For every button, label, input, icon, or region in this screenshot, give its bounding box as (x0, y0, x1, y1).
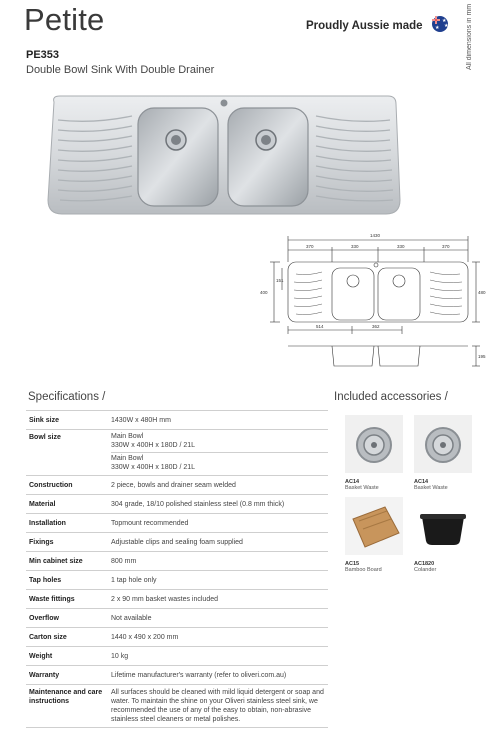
dim-segment-4: 370 (442, 244, 450, 249)
bowl-1-dims: 330W x 400H x 180D / 21L (111, 441, 196, 449)
table-row (26, 590, 328, 609)
spec-label: Tap holes (26, 571, 109, 590)
specifications-table (26, 410, 328, 728)
table-row (26, 647, 328, 666)
dimensions-note: All dimensions in mm (466, 3, 473, 70)
table-row (26, 476, 328, 495)
accessory-item (345, 497, 403, 573)
technical-drawing (256, 228, 488, 378)
spec-value: Not available (109, 609, 328, 628)
spec-label: Waste fittings (26, 590, 109, 609)
spec-value: All surfaces should be cleaned with mild liquid detergent or soap and water. To maintain the shine on your Oliveri stainless steel sink, we recommended the use of any of the easy to obtain, non-abrasive stainless steel cleaners or metal polishes. (109, 685, 328, 728)
dim-segment-1: 370 (306, 244, 314, 249)
basket-waste-icon (345, 415, 403, 473)
product-code: PE353 (26, 49, 60, 61)
table-row (26, 609, 328, 628)
spec-label: Construction (26, 476, 109, 495)
accessory-name: Bamboo Board (345, 567, 382, 573)
accessory-code: AC15 (345, 561, 360, 567)
dim-segment-3: 330 (397, 244, 405, 249)
accessory-name: Basket Waste (345, 485, 379, 491)
table-row (26, 533, 328, 552)
table-row (26, 430, 328, 476)
product-subtitle: Double Bowl Sink With Double Drainer (26, 64, 215, 76)
spec-value: 1440 x 490 x 200 mm (109, 628, 328, 647)
table-row (26, 552, 328, 571)
spec-label: Carton size (26, 628, 109, 647)
dim-overall-width: 1430 (370, 233, 381, 238)
spec-label: Warranty (26, 666, 109, 685)
table-row (26, 514, 328, 533)
bowl-1-name: Main Bowl (111, 433, 144, 440)
spec-label: Overflow (26, 609, 109, 628)
basket-waste-icon (414, 415, 472, 473)
bowl-2-name: Main Bowl (111, 455, 144, 462)
table-row (26, 685, 328, 728)
accessory-name: Colander (414, 567, 437, 573)
spec-value: Lifetime manufacturer's warranty (refer to oliveri.com.au) (109, 666, 328, 685)
table-row (26, 628, 328, 647)
dim-depth-left-a: 400 (260, 290, 268, 295)
spec-label: Maintenance and care instructions (26, 685, 109, 728)
specifications-heading: Specifications / (28, 391, 106, 403)
spec-value: Adjustable clips and sealing foam supplied (109, 533, 328, 552)
table-row (26, 411, 328, 430)
bowl-2-dims: 330W x 400H x 180D / 21L (111, 463, 196, 471)
dim-depth-right: 480 (478, 290, 486, 295)
accessory-item (414, 497, 472, 573)
accessory-code: AC14 (345, 479, 360, 485)
spec-label: Fixings (26, 533, 109, 552)
table-row (26, 495, 328, 514)
spec-value: 800 mm (109, 552, 328, 571)
spec-label: Installation (26, 514, 109, 533)
accessories-heading: Included accessories / (334, 391, 448, 403)
accessory-code: AC14 (414, 479, 429, 485)
spec-value: 1 tap hole only (109, 571, 328, 590)
table-row (26, 666, 328, 685)
spec-value: Topmount recommended (109, 514, 328, 533)
spec-label: Sink size (26, 411, 109, 430)
spec-label: Material (26, 495, 109, 514)
spec-value: 1430W x 480H mm (109, 411, 328, 430)
accessory-code: AC1820 (414, 561, 435, 567)
accessory-name: Basket Waste (414, 485, 448, 491)
spec-value: 2 x 90 mm basket wastes included (109, 590, 328, 609)
colander-icon (414, 497, 472, 555)
spec-label: Weight (26, 647, 109, 666)
table-row (26, 571, 328, 590)
product-title: Petite (24, 2, 105, 37)
dim-segment-2: 330 (351, 244, 359, 249)
spec-label: Bowl size (26, 430, 109, 476)
spec-value: 304 grade, 18/10 polished stainless steel (0.8 mm thick) (109, 495, 328, 514)
spec-value: 10 kg (109, 647, 328, 666)
accessory-item (414, 415, 472, 491)
dim-bottom-b: 362 (372, 324, 380, 329)
accessory-item (345, 415, 403, 491)
sink-product-photo (44, 90, 404, 220)
dim-bottom-a: 514 (316, 324, 324, 329)
dim-depth-left-b: 151 (276, 278, 284, 283)
australian-flag-icon: ★ ★ ★ (432, 16, 448, 32)
dim-side-height: 195 (478, 354, 486, 359)
spec-label: Min cabinet size (26, 552, 109, 571)
aussie-made-tagline: Proudly Aussie made (306, 20, 423, 32)
spec-value: 2 piece, bowls and drainer seam welded (109, 476, 328, 495)
bamboo-board-icon (345, 497, 403, 555)
